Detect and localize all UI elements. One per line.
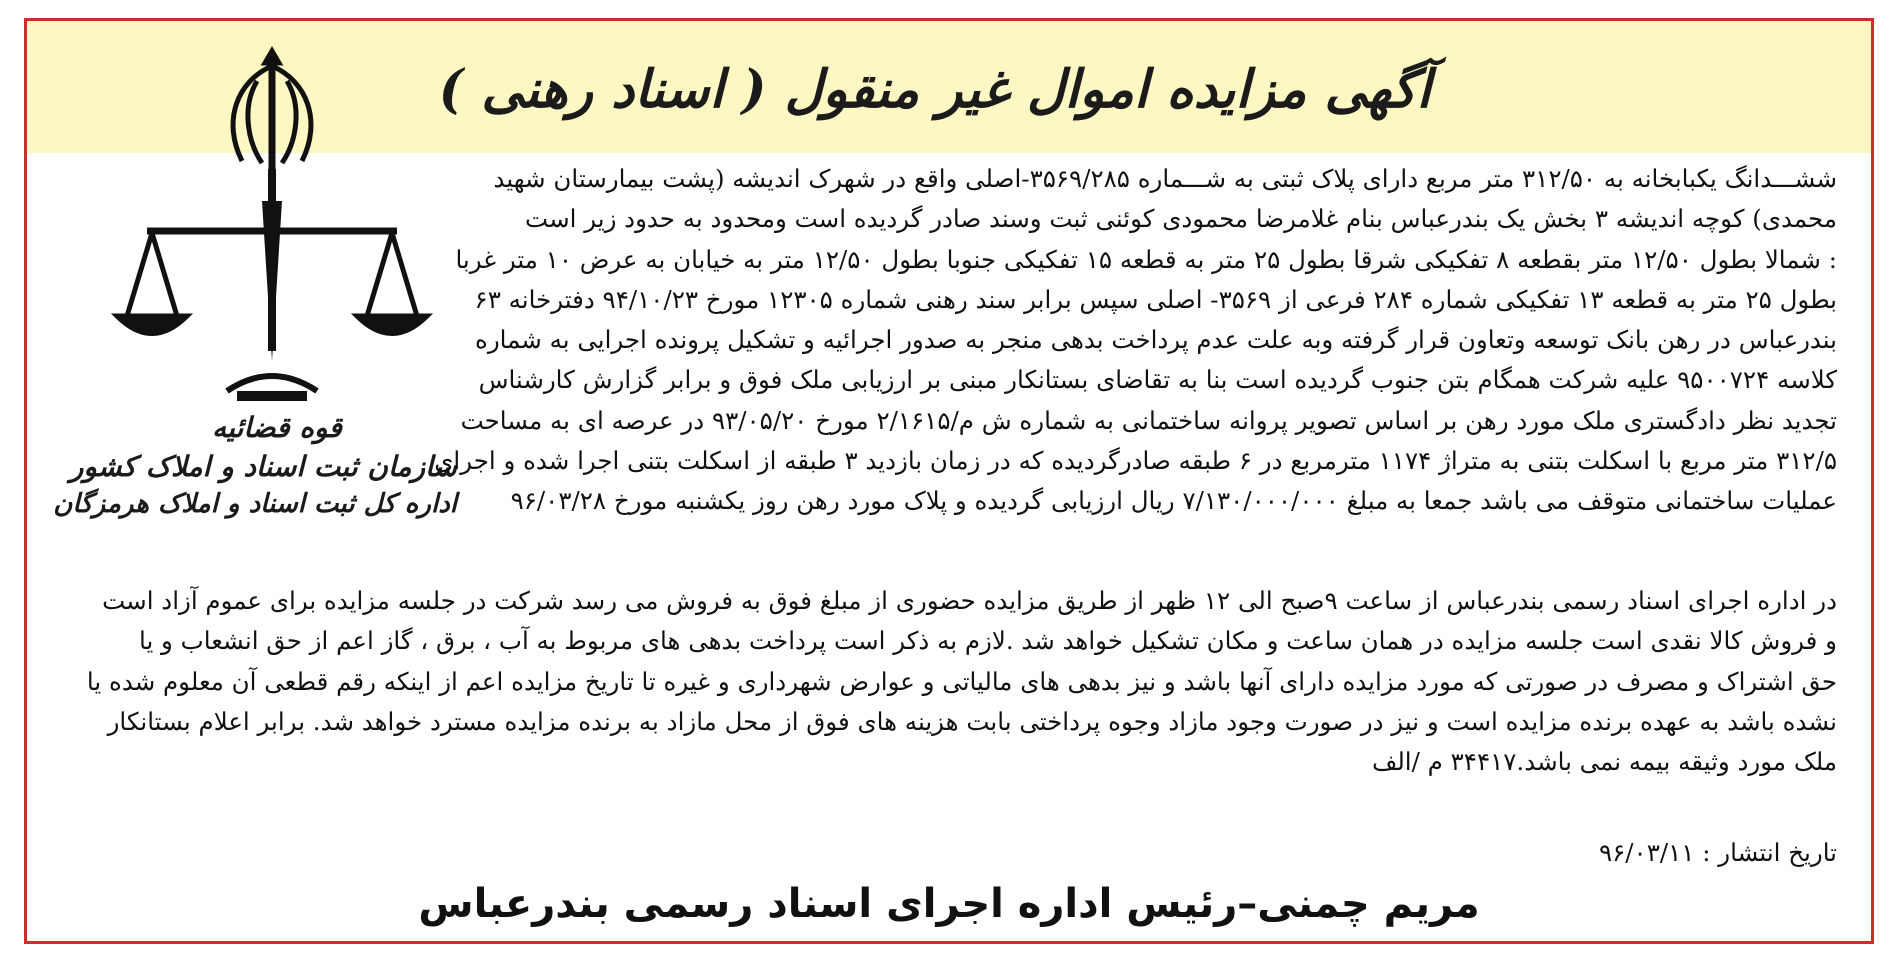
notice-body-upper xyxy=(434,159,1837,522)
body-line: بندرعباس در رهن بانک توسعه وتعاون قرار گرفته وبه علت عدم پرداخت بدهی منجر به صدور اجرائیه و تشکیل پرونده اجرایی به شماره xyxy=(474,325,1837,355)
body-line: ۳۱۲/۵ متر مربع با اسکلت بتنی به متراژ ۱۱۷۴ مترمربع در ۶ طبقه صادرگردیده که در زمان بازدید ۳ طبقه از اسکلت بتنی اجرا شده و اجرای xyxy=(434,446,1837,476)
body-line: عملیات ساختمانی متوقف می باشد جمعا به مبلغ ۷/۱۳۰/۰۰۰/۰۰۰ ریال ارزیابی گردیده و پلاک مورد رهن روز یکشنبه مورخ ۹۶/۰۳/۲۸ xyxy=(510,486,1837,516)
notice-title: آگهی مزایده اموال غیر منقول ( اسناد رهنی ) xyxy=(438,59,1431,120)
body-line: ملک مورد وثیقه بیمه نمی باشد.۳۴۴۱۷ م /الف xyxy=(1371,747,1837,777)
body-line: و فروش کالا نقدی است جلسه مزایده در همان ساعت و مکان تشکیل خواهد شد .لازم به ذکر است پرداخت بدهی های مربوط به آب ، برق ، گاز اعم از حق انشعاب و یا xyxy=(138,626,1837,656)
notice-body-lower xyxy=(63,581,1837,782)
notice-frame xyxy=(24,18,1874,944)
body-line: تجدید نظر دادگستری ملک مورد رهن بر اساس تصویر پروانه ساختمانی به شماره ش م/۲/۱۶۱۵ مورخ ۹۳/۰۵/۲۰ در عرصه ای به مساحت xyxy=(460,405,1837,435)
scales-of-justice-icon xyxy=(117,51,427,431)
signature: مریم چمنی–رئیس اداره اجرای اسناد رسمی بندرعباس xyxy=(418,881,1480,927)
judiciary-emblem xyxy=(53,51,457,551)
caption-registration-org: سازمان ثبت اسناد و املاک کشور xyxy=(69,450,457,483)
body-line: : شمالا بطول ۱۲/۵۰ متر بقطعه ۸ تفکیکی شرقا بطول ۲۵ متر به قطعه ۱۵ تفکیکی جنوبا بطول ۱۲/۵۰ متر به خیابان به عرض ۱۰ متر غربا xyxy=(455,244,1837,274)
caption-judiciary: قوه قضائیه xyxy=(212,411,342,444)
body-line: در اداره اجرای اسناد رسمی بندرعباس از ساعت ۹صبح الی ۱۲ ظهر از طریق مزایده حضوری از مبلغ فوق به فروش می رسد شرکت در جلسه مزایده برای عموم آزاد است xyxy=(102,586,1837,615)
body-line: بطول ۲۵ متر به قطعه ۱۳ تفکیکی شماره ۲۸۴ فرعی از ۳۵۶۹- اصلی سپس برابر سند رهنی شماره ۱۲۳۰۵ مورخ ۹۴/۱۰/۲۳ دفترخانه ۶۳ xyxy=(474,284,1837,314)
caption-hormozgan-office: اداره کل ثبت اسناد و املاک هرمزگان xyxy=(53,489,457,519)
emblem-caption xyxy=(53,411,457,519)
publish-date: تاریخ انتشار : ۹۶/۰۳/۱۱ xyxy=(1598,838,1837,867)
body-line: کلاسه ۹۵۰۰۷۲۴ علیه شرکت همگام بتن جنوب گردیده است بنا به تقاضای بستانکار مبنی بر ارزیابی ملک فوق و برابر گزارش کارشناس xyxy=(478,365,1837,395)
body-line: نشده باشد به عهده برنده مزایده است و نیز در صورت وجود مازاد وجوه پرداختی بابت هزینه های فوق از محل مازاد به برنده مزایده مسترد خواهد شد. برابر اعلام بستانکار xyxy=(107,706,1837,736)
body-line: ششـــدانگ یکبابخانه به ۳۱۲/۵۰ متر مربع دارای پلاک ثبتی به شـــماره ۳۵۶۹/۲۸۵-اصلی واقع در شهرک اندیشه (پشت بیمارستان شهید xyxy=(493,164,1837,193)
body-line: حق اشتراک و مصرف در صورتی که مورد مزایده دارای آنها باشد و نیز بدهی های مالیاتی و عوارض شهرداری و غیره تا تاریخ مزایده اعم از اینکه رقم قطعی آن معلوم شده یا xyxy=(86,666,1837,696)
body-line: محمدی) کوچه اندیشه ۳ بخش یک بندرعباس بنام غلامرضا محمودی کوئنی ثبت وسند صادر گردیده است ومحدود به حدود زیر است xyxy=(525,204,1837,234)
